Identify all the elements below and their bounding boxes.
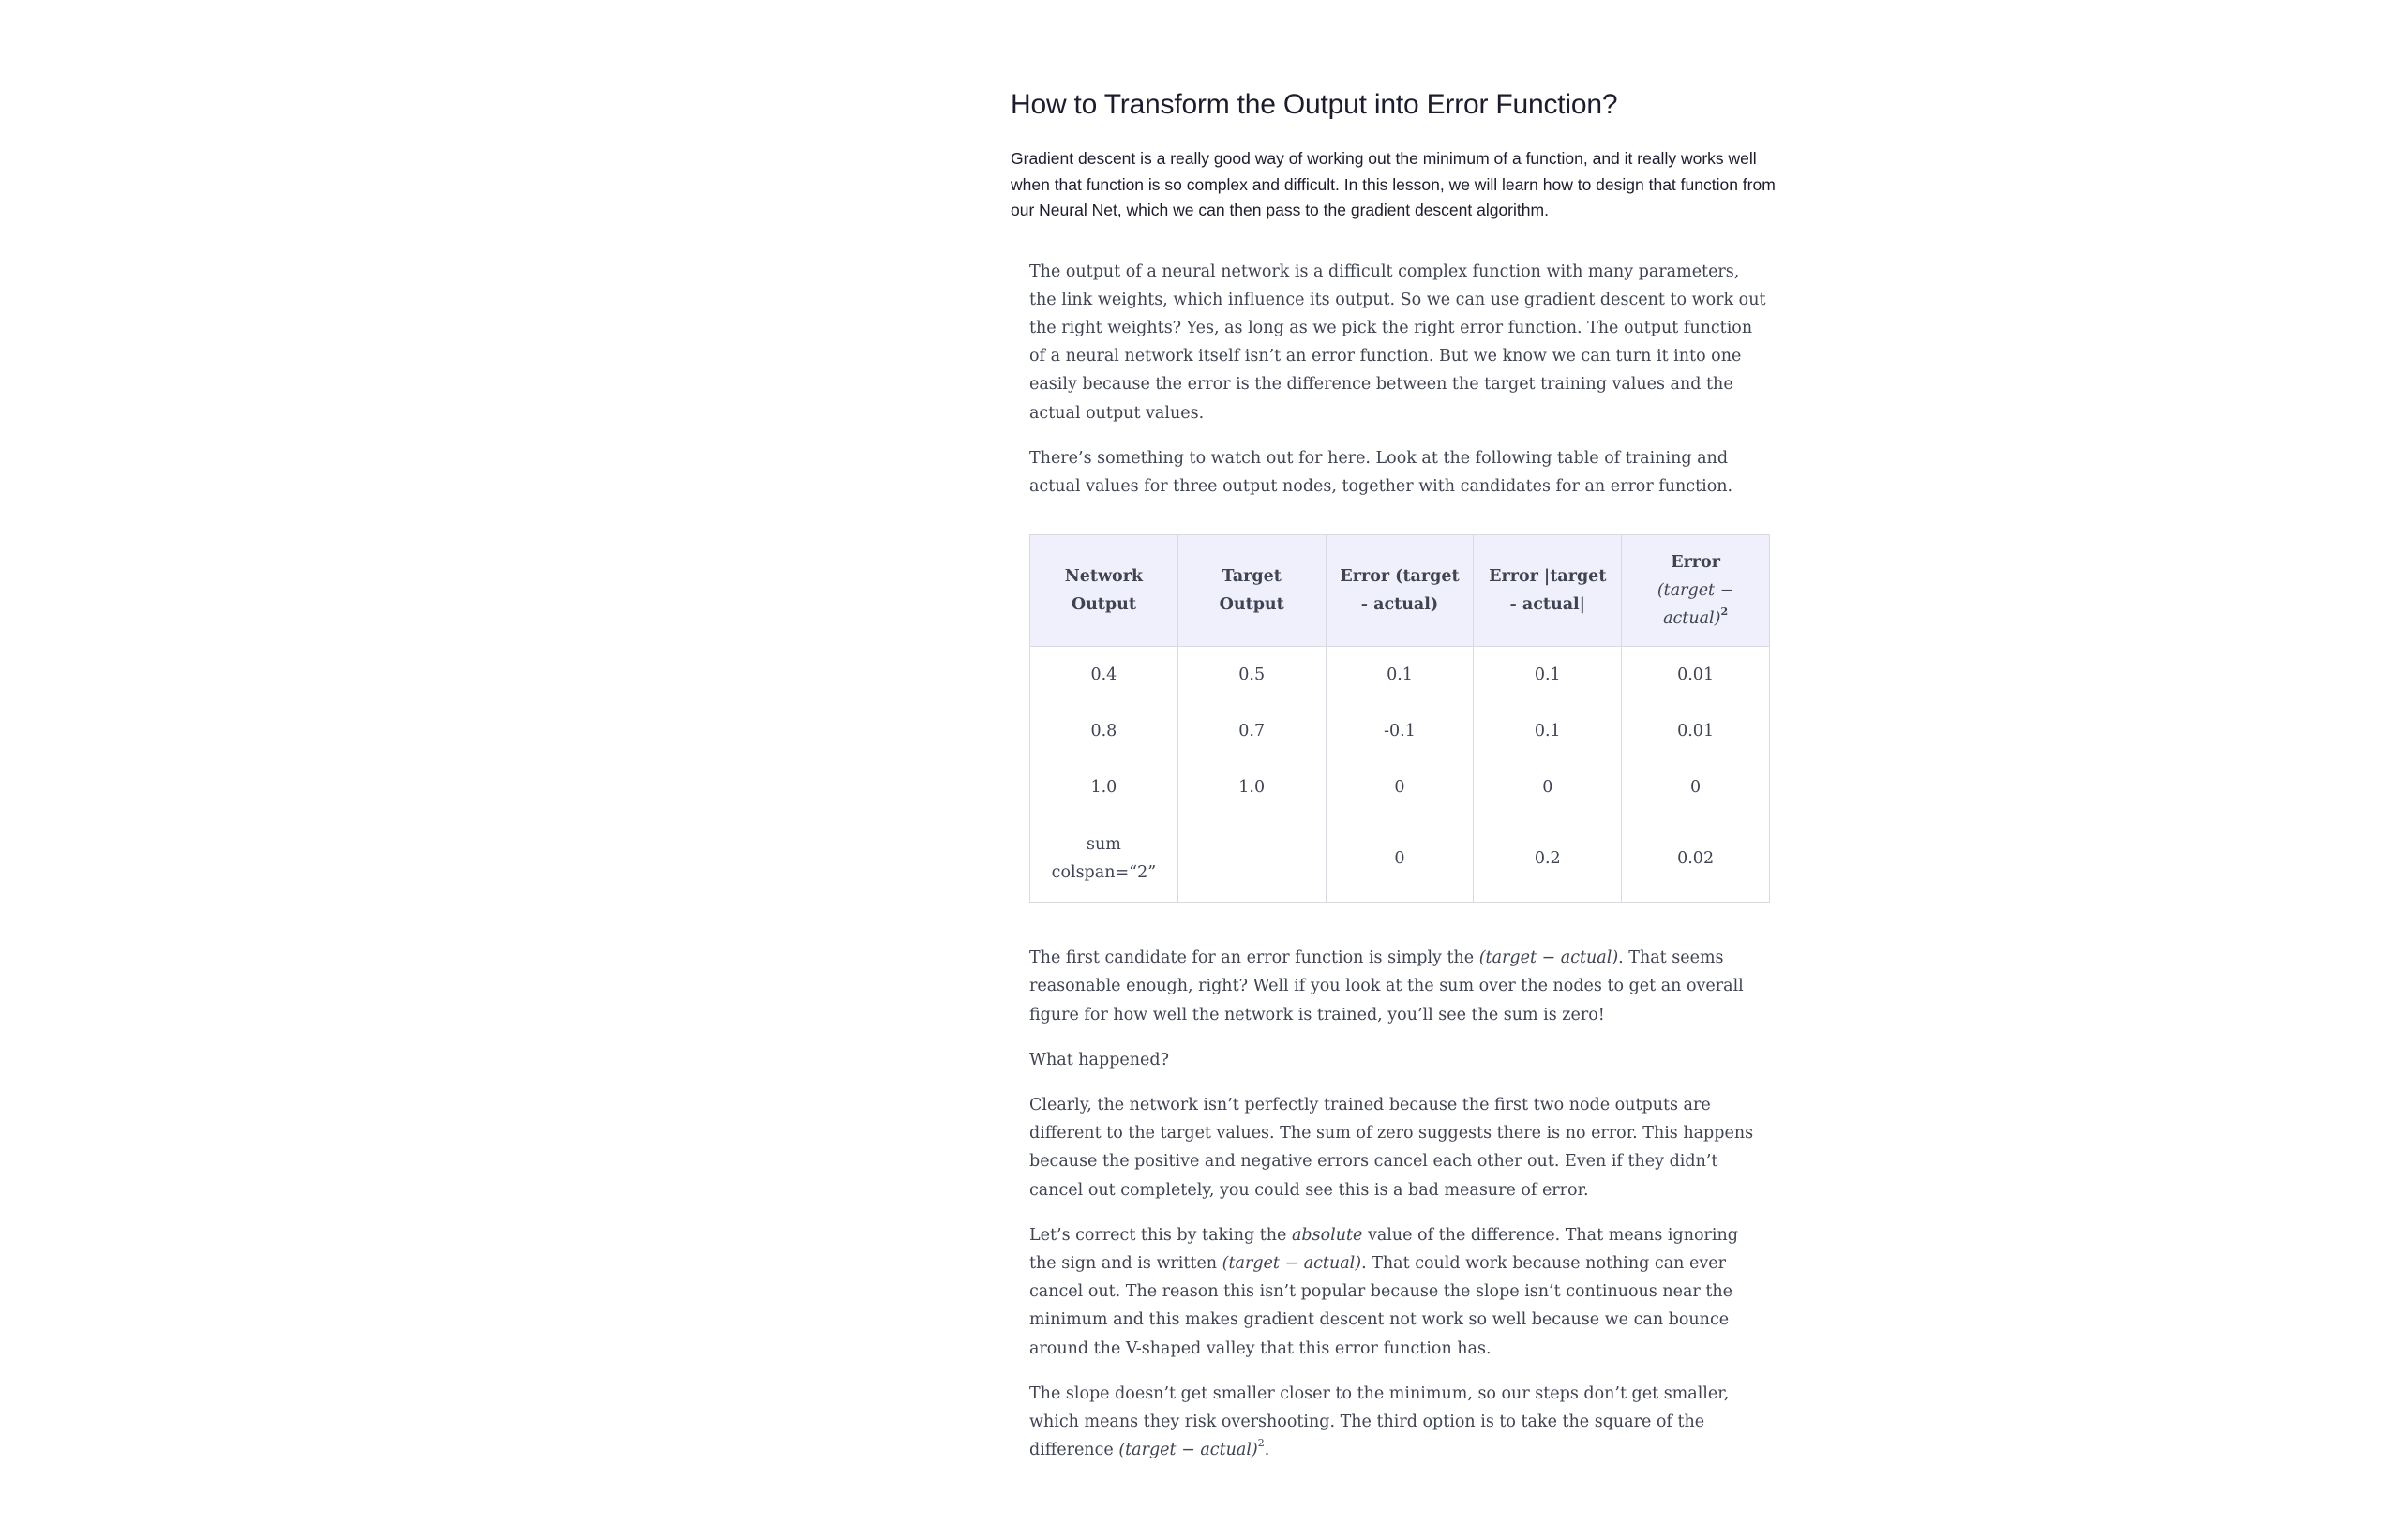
table-header-row [1030, 535, 1770, 647]
header-error-diff: Error (target - actual) [1326, 535, 1474, 647]
cell-error-squared: 0.01 [1622, 647, 1770, 704]
paragraph-intro: The output of a neural network is a difficult complex function with many parameters, the link weights, which influence its output. So we can use gradient descent to work out the right weights? Yes, as long as we pick the right error function. The output function of a neural network itself isn’t an error function. But we know we can turn it into one easily because the error is the difference between the target training values and the actual output values. [1029, 262, 1766, 423]
p3-text-after: . That seems reasonable enough, right? Well if you look at the sum over the nodes to get an overall figure for how well the network is trained, you’ll see the sum is zero! [1029, 949, 1744, 1024]
p6-text-mid: value of the difference. That means ignoring the sign and is written [1029, 1225, 1738, 1273]
cell-network-output: 0.8 [1030, 703, 1178, 759]
table-row [1030, 815, 1770, 903]
article [1011, 81, 1779, 1481]
cell-error-squared: 0.01 [1622, 703, 1770, 759]
paragraph-what-happened: What happened? [1029, 1050, 1169, 1069]
p7-text-after: . [1264, 1441, 1270, 1460]
header-error-squared-formula: (target − actual) [1657, 581, 1734, 629]
header-error-squared [1622, 535, 1770, 647]
p7-exponent: 2 [1257, 1437, 1265, 1450]
cell-error-squared: 0 [1622, 759, 1770, 815]
cell-error-diff: -0.1 [1326, 703, 1474, 759]
p3-text-before: The first candidate for an error function is simply the [1029, 949, 1479, 968]
table-row [1030, 759, 1770, 815]
cell-error-squared: 0.02 [1622, 815, 1770, 903]
page-title: How to Transform the Output into Error Function? [1011, 89, 1618, 120]
cell-error-diff: 0 [1326, 815, 1474, 903]
paragraph-table-intro: There’s something to watch out for here. Look at the following table of training and actual values for three output nodes, together with candidates for an error function. [1029, 448, 1733, 496]
paragraph-explanation: Clearly, the network isn’t perfectly trained because the first two node outputs are different to the target values. The sum of zero suggests there is no error. This happens because the positive and negative errors cancel each other out. Even if they didn’t cancel out completely, you could see this is a bad measure of error. [1029, 1095, 1754, 1200]
error-table [1029, 534, 1770, 903]
paragraph-square [1029, 1380, 1770, 1465]
p6-formula: (target − actual) [1222, 1253, 1362, 1273]
cell-network-output: 1.0 [1030, 759, 1178, 815]
header-network-output: Network Output [1030, 535, 1178, 647]
cell-error-abs: 0.1 [1474, 647, 1622, 704]
header-target-output: Target Output [1178, 535, 1326, 647]
cell-error-diff: 0.1 [1326, 647, 1474, 704]
error-table-wrapper [1029, 534, 1770, 903]
header-error-abs: Error |target - actual| [1474, 535, 1622, 647]
cell-error-abs: 0.1 [1474, 703, 1622, 759]
cell-error-abs: 0 [1474, 759, 1622, 815]
cell-target-output [1178, 815, 1326, 903]
cell-network-output: sum colspan=“2” [1030, 815, 1178, 903]
cell-target-output: 0.5 [1178, 647, 1326, 704]
lesson-body [1029, 258, 1770, 1465]
p6-text-before: Let’s correct this by taking the [1029, 1225, 1292, 1245]
table-body [1030, 647, 1770, 903]
lesson-summary: Gradient descent is a really good way of working out the minimum of a function, and it really works well when that function is so complex and difficult. In this lesson, we will learn how to design that function from our Neural Net, which we can then pass to the gradient descent algorithm. [1011, 149, 1776, 219]
p7-text-before: The slope doesn’t get smaller closer to the minimum, so our steps don’t get smaller, which means they risk overshooting. The third option is to take the square of the difference [1029, 1383, 1730, 1460]
header-error-squared-exponent: 2 [1720, 606, 1729, 619]
table-row [1030, 703, 1770, 759]
p6-emphasis: absolute [1291, 1225, 1363, 1245]
paragraph-absolute [1029, 1221, 1770, 1363]
cell-error-diff: 0 [1326, 759, 1474, 815]
p6-text-after: . That could work because nothing can ever cancel out. The reason this isn’t popular because the slope isn’t continuous near the minimum and this makes gradient descent not work so well because we can bounce around the V-shaped valley that this error function has. [1029, 1253, 1732, 1358]
p7-formula: (target − actual) [1118, 1441, 1258, 1460]
cell-target-output: 0.7 [1178, 703, 1326, 759]
table-row [1030, 647, 1770, 704]
header-error-squared-word: Error [1671, 553, 1720, 573]
cell-error-abs: 0.2 [1474, 815, 1622, 903]
cell-target-output: 1.0 [1178, 759, 1326, 815]
cell-network-output: 0.4 [1030, 647, 1178, 704]
paragraph-first-candidate [1029, 944, 1770, 1029]
p3-formula: (target − actual) [1478, 949, 1619, 968]
